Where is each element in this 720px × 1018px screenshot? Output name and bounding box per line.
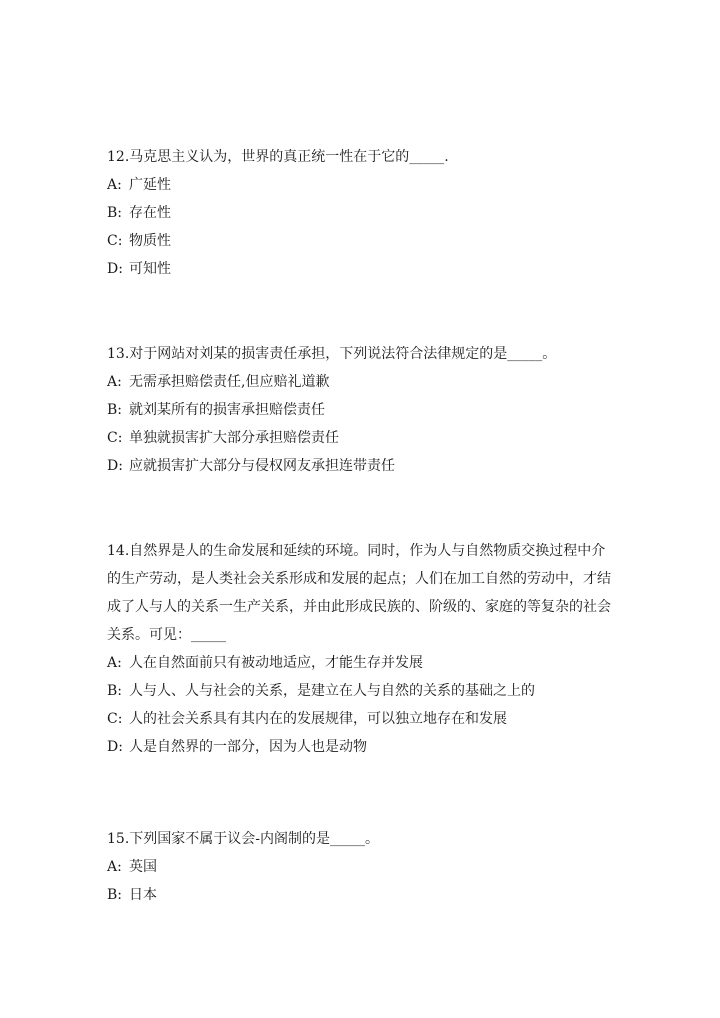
question-14 (107, 537, 617, 761)
option-letter: D: (107, 458, 123, 474)
option-letter: A: (107, 859, 122, 875)
option-letter: C: (107, 430, 123, 446)
option-letter: B: (107, 402, 123, 418)
option-letter: B: (107, 683, 123, 699)
option-c (107, 705, 617, 733)
question-13 (107, 340, 617, 480)
option-text: 就刘某所有的损害承担赔偿责任 (129, 402, 325, 418)
option-letter: D: (107, 261, 123, 277)
option-text: 物质性 (129, 233, 171, 249)
question-stem: 13.对于网站对刘某的损害责任承担，下列说法符合法律规定的是_____。 (107, 346, 557, 362)
option-letter: C: (107, 711, 123, 727)
option-c (107, 424, 617, 452)
option-text: 英国 (129, 859, 157, 875)
option-text: 可知性 (129, 261, 171, 277)
option-letter: A: (107, 177, 122, 193)
option-b (107, 677, 617, 705)
question-stem: 14.自然界是人的生命发展和延续的环境。同时，作为人与自然物质交换过程中介的生产劳动，是人类社会关系形成和发展的起点；人们在加工自然的劳动中，才结成了人与人的关系一生产关系，并由此形成民族的、阶级的、家庭的等复杂的社会关系。可见：_____ (107, 543, 611, 643)
option-c (107, 227, 617, 255)
option-a (107, 853, 617, 881)
question-stem: 12.马克思主义认为，世界的真正统一性在于它的_____. (107, 149, 449, 165)
option-a (107, 368, 617, 396)
option-text: 单独就损害扩大部分承担赔偿责任 (129, 430, 339, 446)
option-a (107, 649, 617, 677)
option-d (107, 255, 617, 283)
option-letter: C: (107, 233, 123, 249)
option-b (107, 396, 617, 424)
option-text: 人是自然界的一部分，因为人也是动物 (129, 739, 367, 755)
option-letter: B: (107, 887, 123, 903)
option-a (107, 171, 617, 199)
option-text: 人的社会关系具有其内在的发展规律，可以独立地存在和发展 (129, 711, 507, 727)
question-stem: 15.下列国家不属于议会-内阁制的是_____。 (107, 831, 379, 847)
question-15 (107, 825, 617, 909)
option-text: 存在性 (129, 205, 171, 221)
option-b (107, 199, 617, 227)
question-12 (107, 143, 617, 283)
option-letter: D: (107, 739, 123, 755)
option-text: 人与人、人与社会的关系，是建立在人与自然的关系的基础之上的 (129, 683, 535, 699)
option-text: 广延性 (129, 177, 171, 193)
option-letter: A: (107, 374, 122, 390)
option-b (107, 881, 617, 909)
option-letter: A: (107, 655, 122, 671)
option-d (107, 733, 617, 761)
option-text: 人在自然面前只有被动地适应，才能生存并发展 (129, 655, 423, 671)
option-text: 应就损害扩大部分与侵权网友承担连带责任 (129, 458, 395, 474)
option-d (107, 452, 617, 480)
option-text: 无需承担赔偿责任,但应赔礼道歉 (129, 374, 330, 390)
option-text: 日本 (129, 887, 157, 903)
option-letter: B: (107, 205, 123, 221)
